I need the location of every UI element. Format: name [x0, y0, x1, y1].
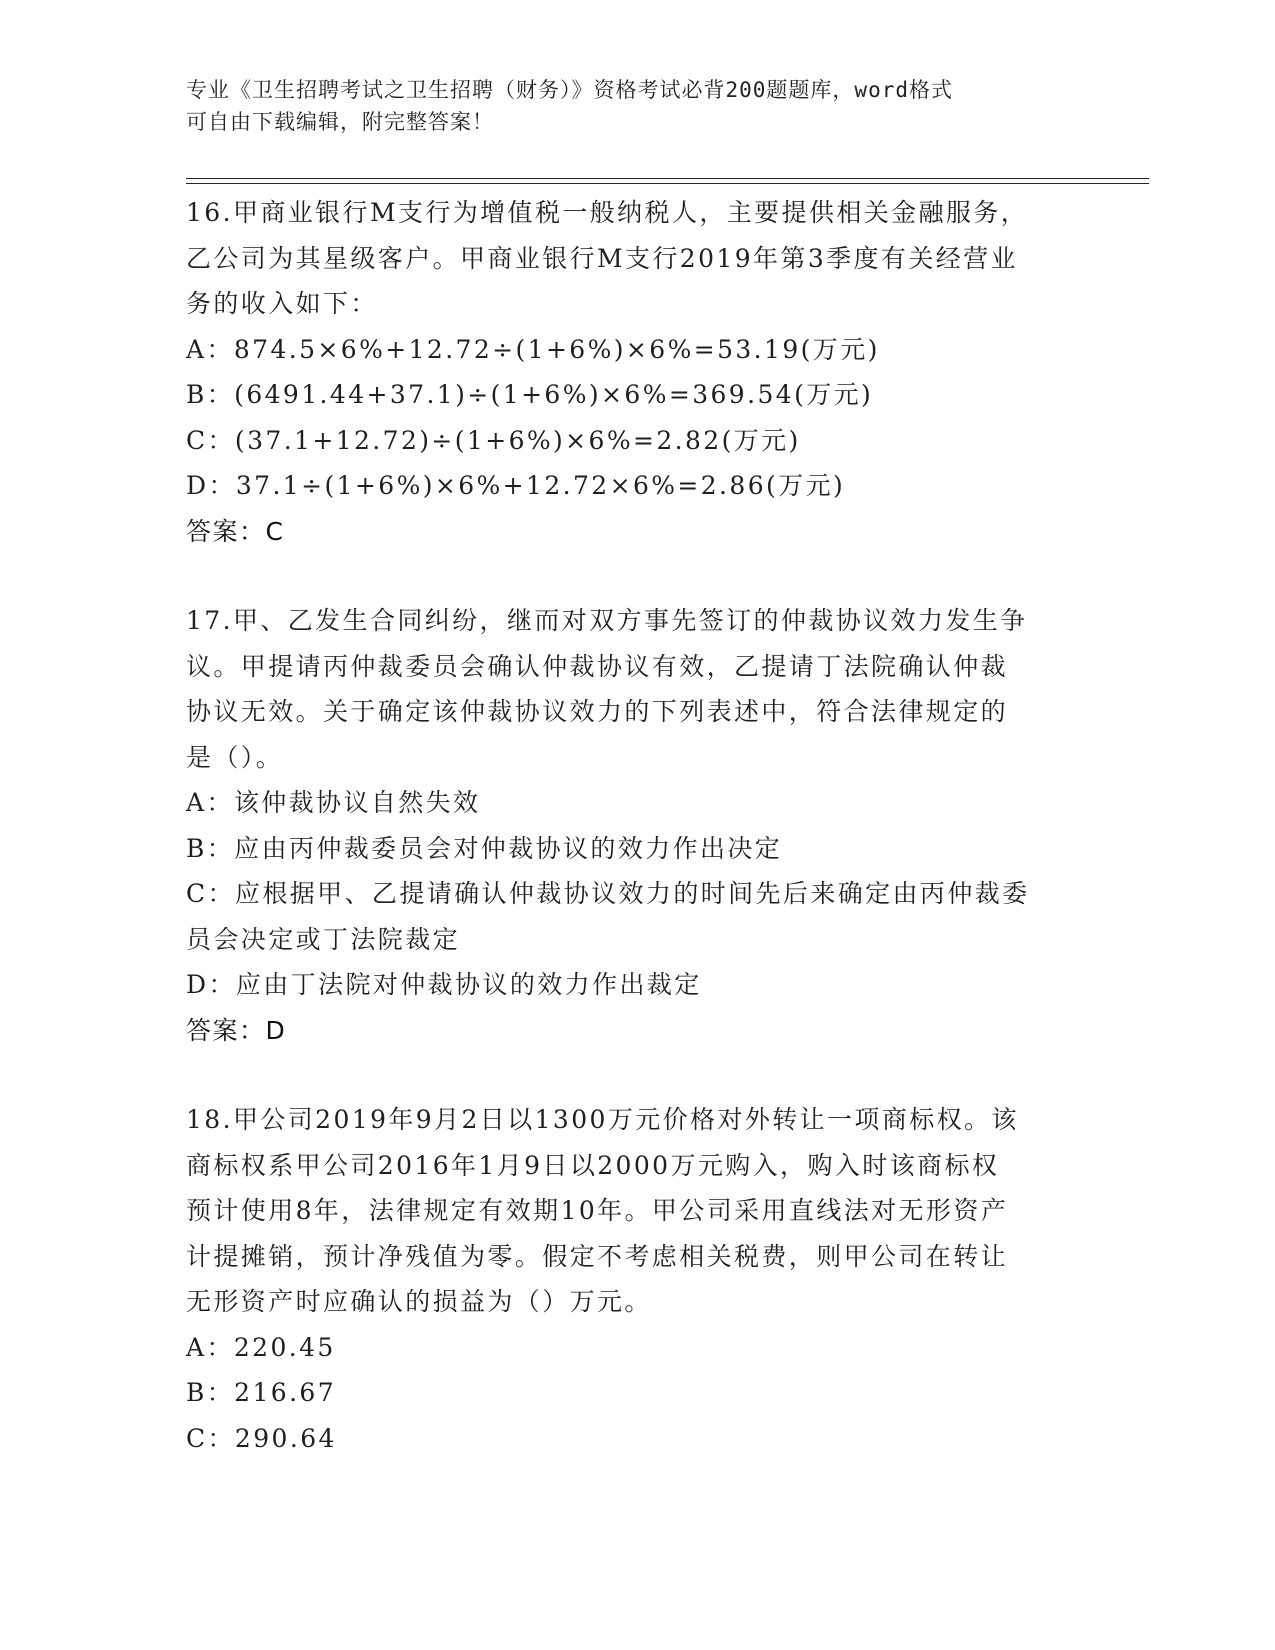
question-17-option-c-line-2: 员会决定或丁法院裁定: [186, 924, 461, 954]
question-16-option-b: B：(6491.44+37.1)÷(1+6%)×6%=369.54(万元): [186, 380, 874, 409]
question-18-option-b: B：216.67: [186, 1378, 337, 1407]
question-18: [186, 1097, 1086, 1461]
question-17-option-c-line-1: C：应根据甲、乙提请确认仲裁协议效力的时间先后来确定由丙仲裁委: [186, 879, 1030, 908]
question-18-stem-line-3: 预计使用8年，法律规定有效期10年。甲公司采用直线法对无形资产: [186, 1196, 1009, 1225]
question-16-stem-line-2: 乙公司为其星级客户。甲商业银行M支行2019年第3季度有关经营业: [186, 243, 1018, 273]
question-18-stem-line-2: 商标权系甲公司2016年1月9日以2000万元购入，购入时该商标权: [186, 1150, 1000, 1180]
question-16: [186, 190, 1086, 554]
question-17: [186, 598, 1086, 1053]
header-divider-top: [186, 178, 1149, 179]
header-title-line-2: 可自由下载编辑，附完整答案！: [186, 110, 494, 134]
question-17-stem-line-3: 协议无效。关于确定该仲裁协议效力的下列表述中，符合法律规定的: [186, 697, 1009, 726]
question-17-stem-line-1: 17.甲、乙发生合同纠纷，继而对双方事先签订的仲裁协议效力发生争: [186, 606, 1028, 635]
question-16-option-c: C：(37.1+12.72)÷(1+6%)×6%=2.82(万元): [186, 425, 801, 455]
question-18-stem-line-4: 计提摊销，预计净残值为零。假定不考虑相关税费，则甲公司在转让: [186, 1241, 1009, 1271]
question-18-option-c: C：290.64: [186, 1423, 337, 1453]
header-title-line-1: 专业《卫生招聘考试之卫生招聘（财务）》资格考试必背200题题库，word格式: [186, 78, 953, 102]
header-divider-bottom: [186, 183, 1149, 184]
question-16-option-d: D：37.1÷(1+6%)×6%+12.72×6%=2.86(万元): [186, 471, 846, 500]
question-18-option-a: A：220.45: [186, 1332, 336, 1362]
question-17-option-b: B：应由丙仲裁委员会对仲裁协议的效力作出决定: [186, 833, 783, 863]
question-17-option-a: A：该仲裁协议自然失效: [186, 788, 481, 817]
question-spacer: [186, 554, 1086, 598]
question-18-stem-line-1: 18.甲公司2019年9月2日以1300万元价格对外转让一项商标权。该: [186, 1105, 1019, 1134]
document-header: [186, 74, 1066, 138]
question-17-answer: 答案：D: [186, 1015, 287, 1045]
question-18-stem-line-5: 无形资产时应确认的损益为（）万元。: [186, 1287, 652, 1316]
question-spacer: [186, 1053, 1086, 1097]
question-17-stem-line-4: 是（）。: [186, 742, 284, 772]
question-16-stem-line-3: 务的收入如下：: [186, 289, 378, 318]
question-17-stem-line-2: 议。甲提请丙仲裁委员会确认仲裁协议有效，乙提请丁法院确认仲裁: [186, 651, 1009, 681]
question-16-option-a: A：874.5×6%+12.72÷(1+6%)×6%=53.19(万元): [186, 334, 880, 364]
question-16-stem-line-1: 16.甲商业银行M支行为增值税一般纳税人，主要提供相关金融服务，: [186, 198, 1029, 227]
question-17-option-d: D：应由丁法院对仲裁协议的效力作出裁定: [186, 970, 702, 999]
question-16-answer: 答案：C: [186, 516, 285, 546]
question-list: [186, 190, 1086, 1461]
